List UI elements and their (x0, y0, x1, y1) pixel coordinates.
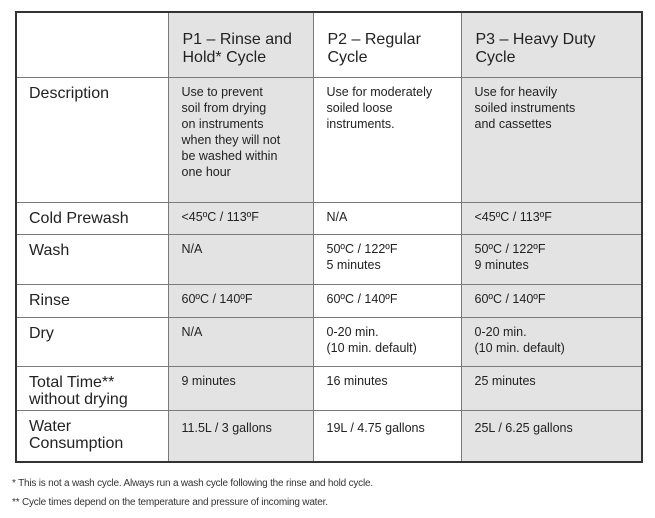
table-row-rinse (16, 284, 642, 317)
cell-p3-rinse: 60ºC / 140ºF (461, 284, 642, 317)
table-row-dry (16, 317, 642, 366)
cell-p1-rinse: 60ºC / 140ºF (168, 284, 313, 317)
row-label-description: Description (16, 77, 168, 202)
cell-p3-water-consumption: 25L / 6.25 gallons (461, 410, 642, 462)
cell-p1-dry: N/A (168, 317, 313, 366)
cell-p2-water-consumption: 19L / 4.75 gallons (313, 410, 461, 462)
table-row-water-consumption (16, 410, 642, 462)
table-row-total-time (16, 366, 642, 410)
column-header-p2: P2 – Regular Cycle (313, 12, 461, 77)
cell-p2-wash: 50ºC / 122ºF 5 minutes (313, 234, 461, 284)
cell-p2-rinse: 60ºC / 140ºF (313, 284, 461, 317)
cell-p3-total-time: 25 minutes (461, 366, 642, 410)
column-header-p1: P1 – Rinse and Hold* Cycle (168, 12, 313, 77)
cell-p3-dry: 0-20 min. (10 min. default) (461, 317, 642, 366)
row-label-wash: Wash (16, 234, 168, 284)
cell-p2-description: Use for moderately soiled loose instruments. (313, 77, 461, 202)
row-label-rinse: Rinse (16, 284, 168, 317)
cell-p1-cold-prewash: <45ºC / 113ºF (168, 202, 313, 234)
table-row-description (16, 77, 642, 202)
table-header-row (16, 12, 642, 77)
corner-cell (16, 12, 168, 77)
table-row-cold-prewash (16, 202, 642, 234)
cell-p2-dry: 0-20 min. (10 min. default) (313, 317, 461, 366)
row-label-cold-prewash: Cold Prewash (16, 202, 168, 234)
cell-p1-wash: N/A (168, 234, 313, 284)
cell-p1-water-consumption: 11.5L / 3 gallons (168, 410, 313, 462)
footnotes (12, 474, 373, 512)
row-label-water-consumption: Water Consumption (16, 410, 168, 462)
cell-p3-wash: 50ºC / 122ºF 9 minutes (461, 234, 642, 284)
cell-p3-description: Use for heavily soiled instruments and cassettes (461, 77, 642, 202)
cell-p1-total-time: 9 minutes (168, 366, 313, 410)
cycle-comparison-table (15, 11, 643, 463)
footnote-cycle-times: ** Cycle times depend on the temperature and pressure of incoming water. (12, 497, 328, 508)
cell-p3-cold-prewash: <45ºC / 113ºF (461, 202, 642, 234)
table-row-wash (16, 234, 642, 284)
footnote-rinse-and-hold: * This is not a wash cycle. Always run a wash cycle following the rinse and hold cycle. (12, 478, 373, 489)
cell-p1-description: Use to prevent soil from drying on instruments when they will not be washed within one hour (168, 77, 313, 202)
row-label-dry: Dry (16, 317, 168, 366)
cell-p2-cold-prewash: N/A (313, 202, 461, 234)
row-label-total-time: Total Time** without drying (16, 366, 168, 410)
column-header-p3: P3 – Heavy Duty Cycle (461, 12, 642, 77)
cell-p2-total-time: 16 minutes (313, 366, 461, 410)
